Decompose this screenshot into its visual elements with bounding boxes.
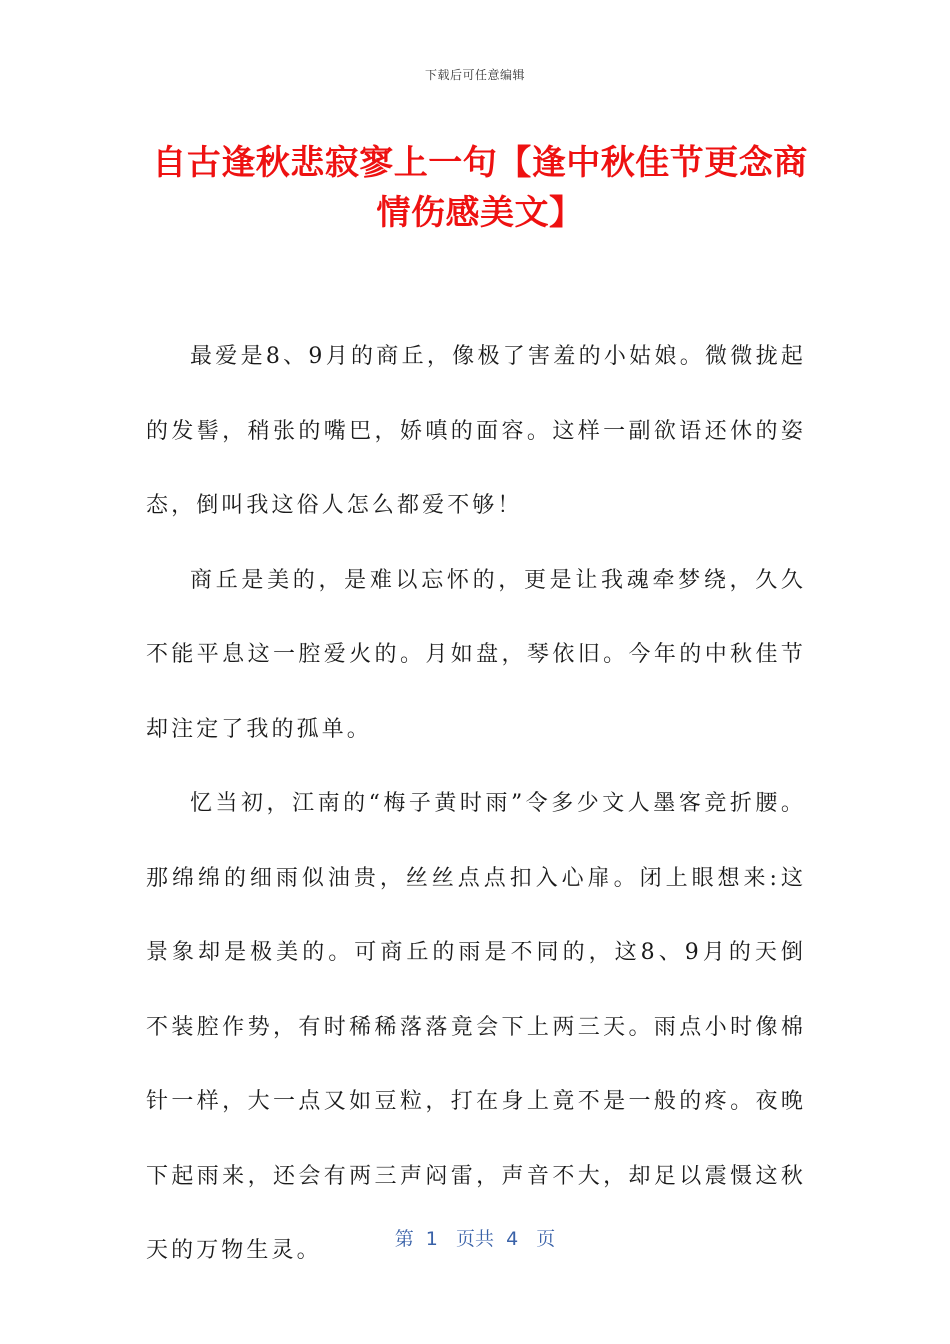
page-header-note: 下载后可任意编辑	[424, 68, 525, 82]
title-line-1: 自古逢秋悲寂寥上一句【逢中秋佳节更念商	[152, 143, 808, 183]
document-title	[150, 138, 810, 238]
page-number-footer: 第 1 页共 4 页	[394, 1228, 556, 1250]
paragraph-1: 最爱是8、9月的商丘，像极了害羞的小姑娘。微微拢起的发髻，稍张的嘴巴，娇嗔的面容。这样一副欲语还休的姿态，倒叫我这俗人怎么都爱不够！	[146, 344, 806, 518]
paragraph-3: 忆当初，江南的“梅子黄时雨”令多少文人墨客竞折腰。那绵绵的细雨似油贵，丝丝点点扣入心扉。闭上眼想来:这景象却是极美的。可商丘的雨是不同的，这8、9月的天倒不装腔作势，有时稀稀落落竟会下上两三天。雨点小时像棉针一样，大一点又如豆粒，打在身上竟不是一般的疼。夜晚下起雨来，还会有两三声闷雷，声音不大，却足以震慑这秋天的万物生灵。	[146, 791, 806, 1263]
paragraph-2: 商丘是美的，是难以忘怀的，更是让我魂牵梦绕，久久不能平息这一腔爱火的。月如盘，琴依旧。今年的中秋佳节却注定了我的孤单。	[146, 567, 806, 742]
title-line-2: 情伤感美文】	[376, 193, 584, 233]
article-body	[146, 320, 806, 1289]
